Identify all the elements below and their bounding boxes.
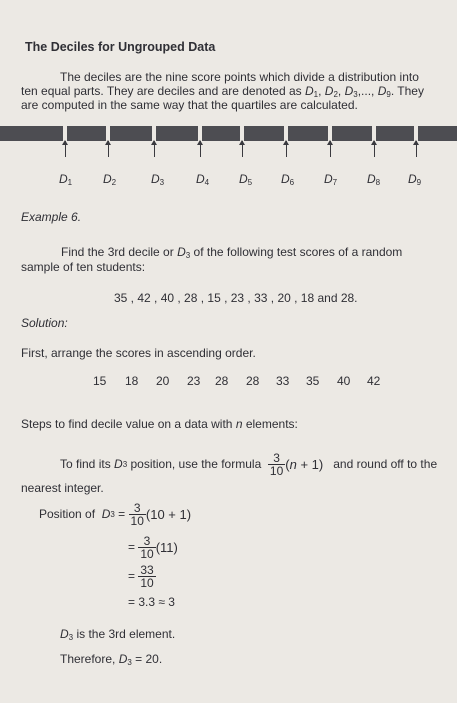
example-heading: Example 6. [21,210,82,224]
steps-heading: Steps to find decile value on a data with n elements: [21,417,298,431]
distribution-segment [67,126,106,141]
distribution-segment [376,126,414,141]
distribution-segment [110,126,152,141]
intro-line-3: are computed in the same way that the quartiles are calculated. [21,98,358,112]
distribution-segment [156,126,198,141]
sorted-score: 35 [306,374,320,388]
decile-arrow [242,141,243,157]
distribution-segment [288,126,328,141]
sorted-score: 18 [125,374,139,388]
arrange-instruction: First, arrange the scores in ascending order. [21,346,256,360]
sorted-score: 42 [367,374,381,388]
decile-arrow [374,141,375,157]
intro-line-2: ten equal parts. They are deciles and are denoted as $D_1$, $D_2$, $D_3$,..., $D_9$. They [21,84,424,99]
decile-label: $D_2$ [103,172,117,187]
scores-list: 35 , 42 , 40 , 28 , 15 , 23 , 33 , 20 , 18 and 28. [114,291,358,305]
sorted-score: 28 [246,374,260,388]
formula-line: To find its D 3 position, use the formula $\frac{3}{10}$ (n + 1) and round off to the [60,450,438,478]
distribution-segment [0,126,63,141]
decile-arrow [416,141,417,157]
decile-arrow [330,141,331,157]
decile-arrow [154,141,155,157]
decile-arrow [108,141,109,157]
distribution-segment [332,126,372,141]
solution-heading: Solution: [21,316,68,330]
conclusion-answer: Therefore, $D_3 = 20$. [60,652,163,667]
decile-label: $D_5$ [239,172,253,187]
decile-label: $D_9$ [408,172,422,187]
formula-fraction: $\frac{3}{10}$ [269,450,284,478]
calc-step-3: = $\frac{33}{10}$ [128,562,154,590]
sorted-score: 20 [156,374,170,388]
conclusion-element: $D_3$ is the 3rd element. [60,627,176,642]
decile-label: $D_4$ [196,172,210,187]
intro-line-1: The deciles are the nine score points which divide a distribution into [60,70,419,84]
decile-label: $D_3$ [151,172,165,187]
sorted-score: 15 [93,374,107,388]
sorted-score: 33 [276,374,290,388]
calc-step-2: = $\frac{3}{10}$ (11) [128,533,178,561]
distribution-segment [244,126,284,141]
decile-label: $D_8$ [367,172,381,187]
sorted-score: 28 [215,374,229,388]
decile-arrow [65,141,66,157]
distribution-segment [418,126,457,141]
calc-step-4: = 3.3 ≈ 3 [128,595,175,609]
problem-line-2: sample of ten students: [21,260,146,274]
distribution-segment [202,126,240,141]
decile-arrow [200,141,201,157]
decile-arrow [286,141,287,157]
problem-line-1: Find the 3rd decile or $D_3$ of the following test scores of a random [61,245,403,260]
sorted-score: 40 [337,374,351,388]
calc-step-1: Position of D 3 = $\frac{3}{10}$ (10 + 1) [39,500,192,528]
nearest-integer-text: nearest integer. [21,481,104,495]
decile-label: $D_6$ [281,172,295,187]
sorted-score: 23 [187,374,201,388]
decile-label: $D_1$ [59,172,73,187]
decile-label: $D_7$ [324,172,338,187]
page-title: The Deciles for Ungrouped Data [25,40,216,54]
